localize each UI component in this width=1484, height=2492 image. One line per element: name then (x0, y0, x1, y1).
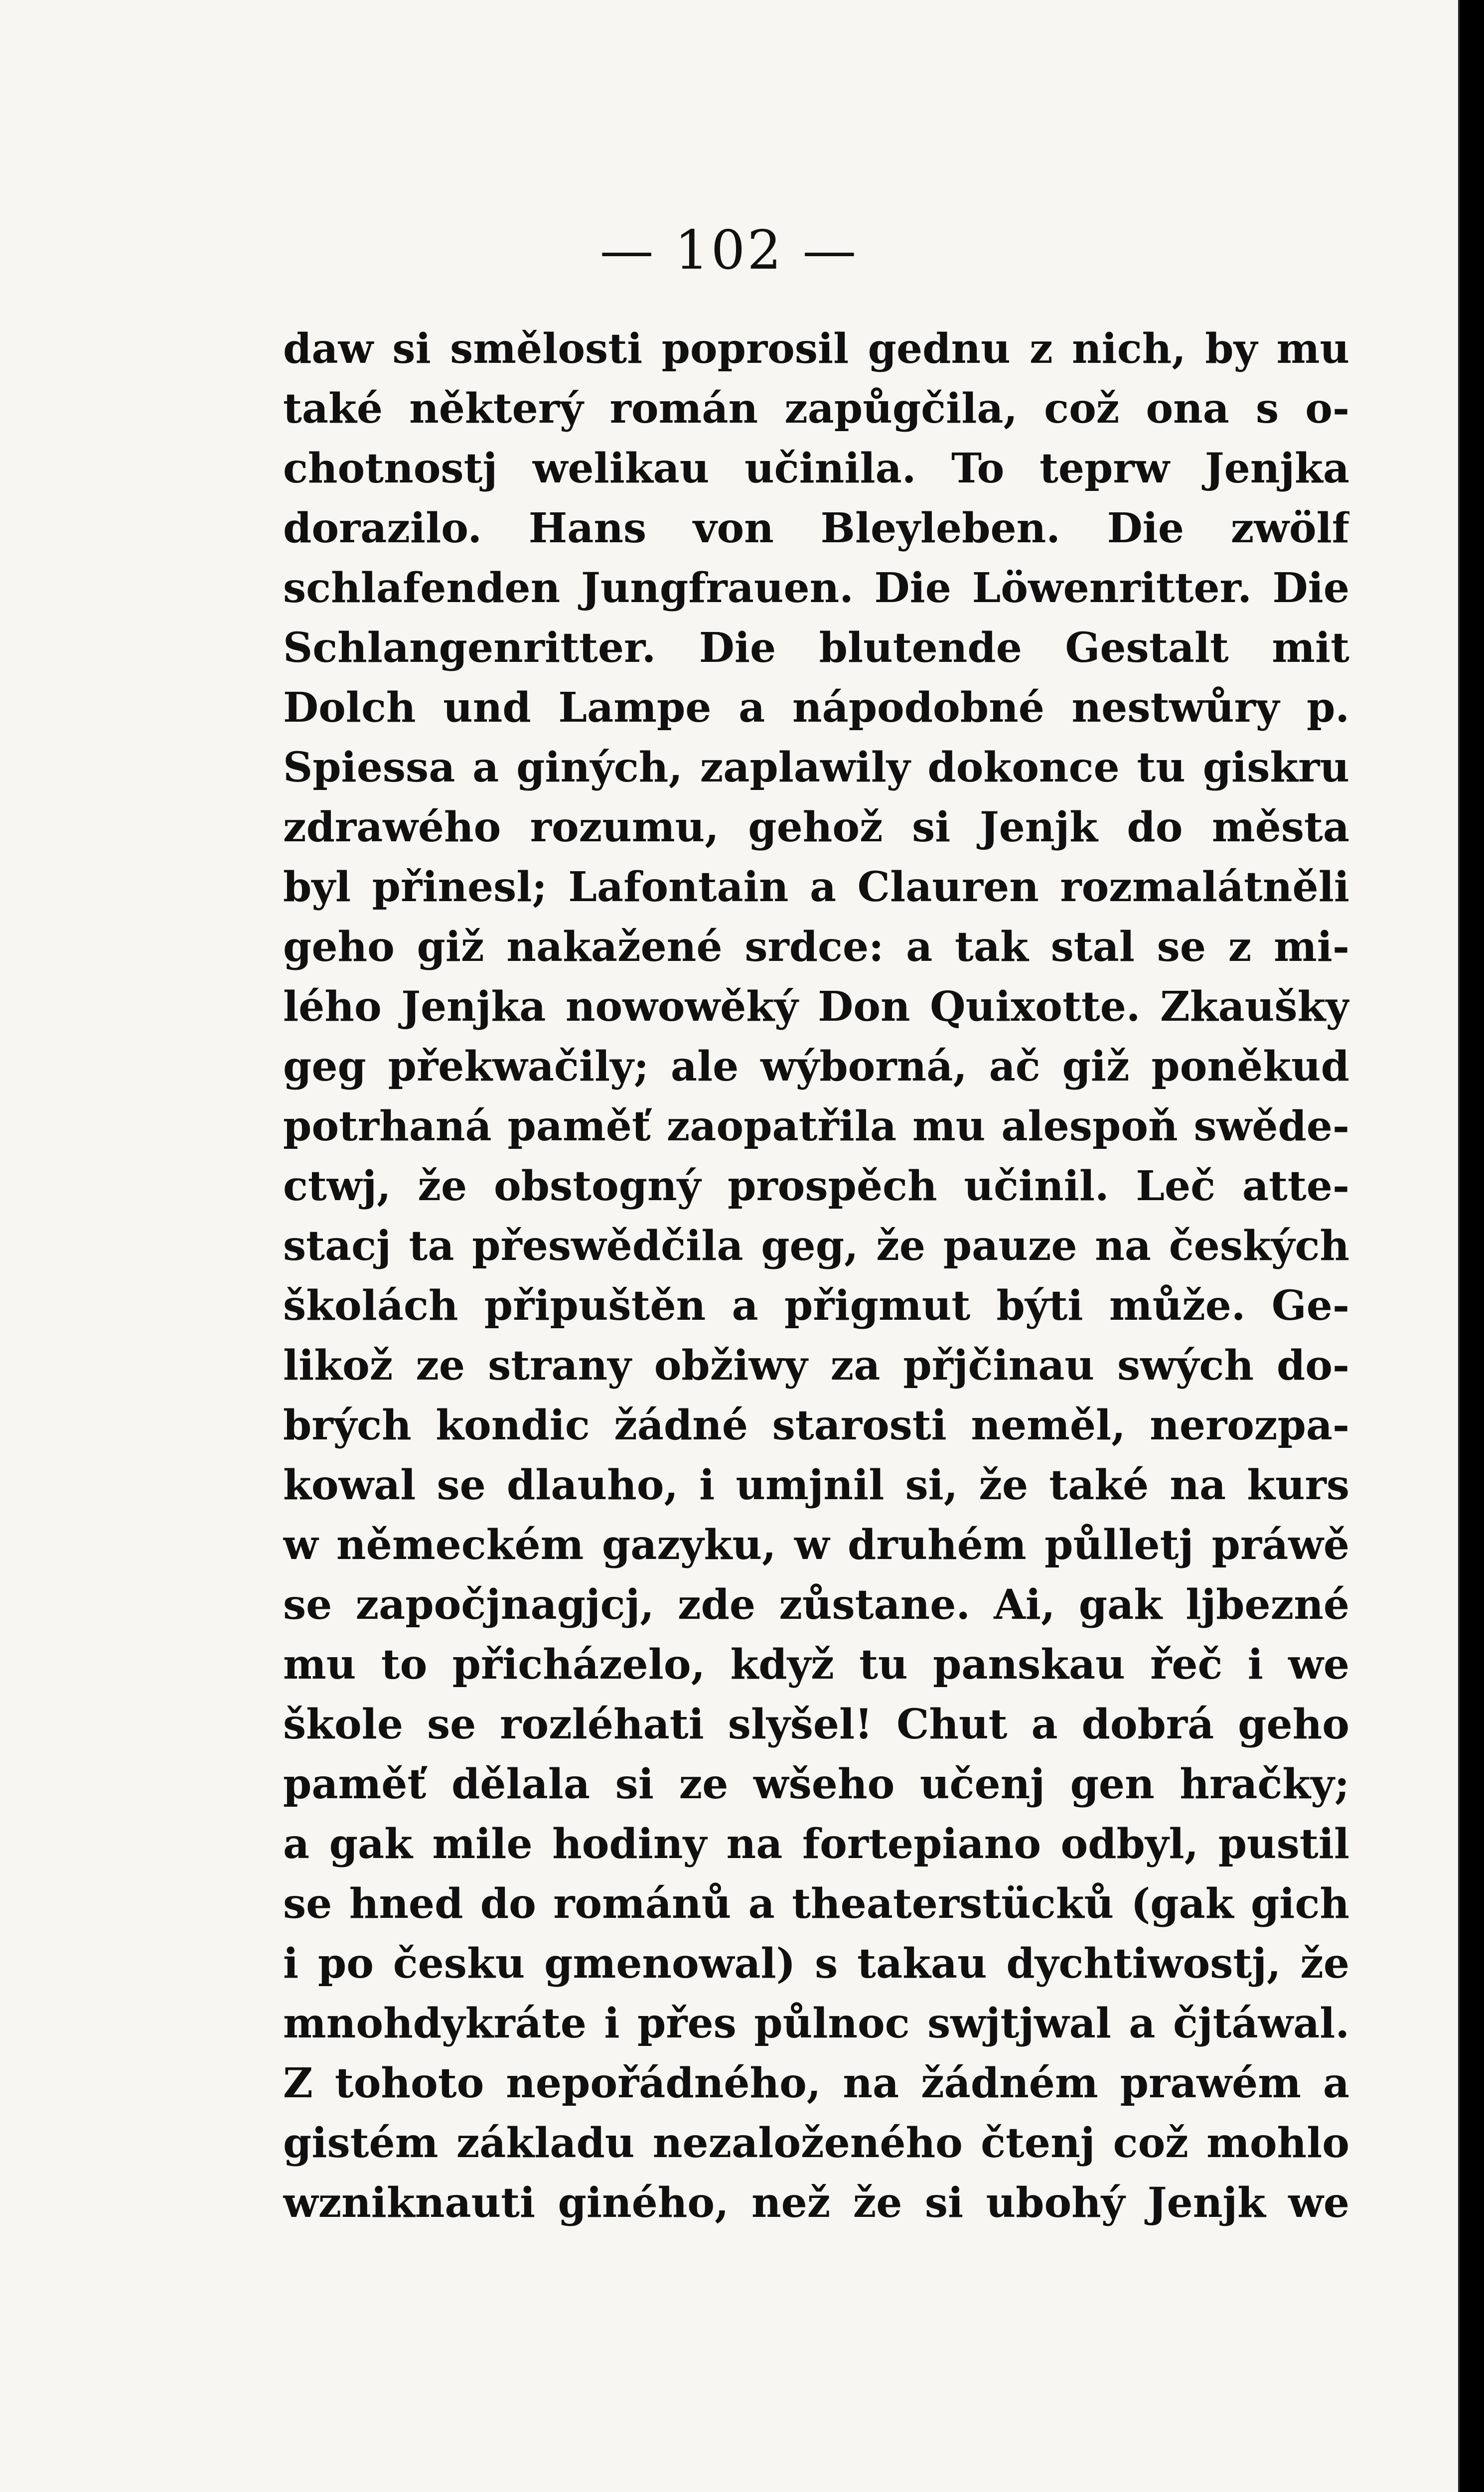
text-line: mnohdykráte i přes půlnoc swjtjwal a čjtáwal. (283, 2000, 1349, 2047)
page-number: — 102 — (599, 219, 859, 282)
text-line: Schlangenritter. Die blutende Gestalt mit (283, 624, 1349, 672)
text-line: lého Jenjka nowowěký Don Quixotte. Zkaušky (283, 983, 1349, 1031)
text-line: schlafenden Jungfrauen. Die Löwenritter. Die (283, 564, 1349, 612)
text-line: škole se rozléhati slyšel! Chut a dobrá geho (283, 1701, 1349, 1748)
text-line: se hned do románů a theaterstücků (gak gich (283, 1880, 1349, 1928)
text-line: kowal se dlauho, i umjnil si, že také na kurs (283, 1461, 1349, 1509)
text-line: gistém základu nezaloženého čtenj což mohlo (283, 2119, 1349, 2167)
text-line: dorazilo. Hans von Bleyleben. Die zwölf (283, 504, 1349, 552)
text-line: Dolch und Lampe a nápodobné nestwůry p. (283, 684, 1349, 732)
text-line: ctwj, že obstogný prospěch učinil. Leč atte- (283, 1162, 1349, 1210)
text-line: chotnostj welikau učinila. To teprw Jenjka (283, 445, 1349, 492)
body-text (283, 319, 1349, 2233)
text-line: paměť dělala si ze wšeho učenj gen hračky; (283, 1760, 1349, 1808)
text-line: se započjnagjcj, zde zůstane. Ai, gak ljbezné (283, 1581, 1349, 1629)
text-line: w německém gazyku, w druhém půlletj práwě (283, 1521, 1349, 1569)
text-line: zdrawého rozumu, gehož si Jenjk do města (283, 803, 1349, 851)
text-line: Spiessa a giných, zaplawily dokonce tu giskru (283, 744, 1349, 791)
text-line: daw si smělosti poprosil gednu z nich, by mu (283, 325, 1349, 373)
text-line: a gak mile hodiny na fortepiano odbyl, pustil (283, 1820, 1349, 1868)
text-line: brých kondic žádné starosti neměl, nerozpa- (283, 1402, 1349, 1449)
text-line: wzniknauti giného, než že si ubohý Jenjk we (283, 2179, 1349, 2227)
text-line: geg překwačily; ale wýborná, ač giž poněkud (283, 1043, 1349, 1090)
text-line: stacj ta přeswědčila geg, že pauze na českých (283, 1222, 1349, 1270)
text-line: školách připuštěn a přigmut býti může. Ge- (283, 1282, 1349, 1330)
text-line: i po česku gmenowal) s takau dychtiwostj, že (283, 1940, 1349, 1988)
text-line: Z tohoto nepořádného, na žádném prawém a (283, 2059, 1349, 2107)
text-line: likož ze strany obžiwy za přjčinau swých do- (283, 1342, 1349, 1390)
text-line: geho giž nakažené srdce: a tak stal se z mi- (283, 923, 1349, 971)
text-line: mu to přicházelo, když tu panskau řeč i we (283, 1641, 1349, 1689)
text-line: byl přinesl; Lafontain a Clauren rozmalátněli (283, 863, 1349, 911)
text-line: také některý román zapůgčila, což ona s o- (283, 385, 1349, 433)
text-line: potrhaná paměť zaopatřila mu alespoň swěde- (283, 1102, 1349, 1150)
